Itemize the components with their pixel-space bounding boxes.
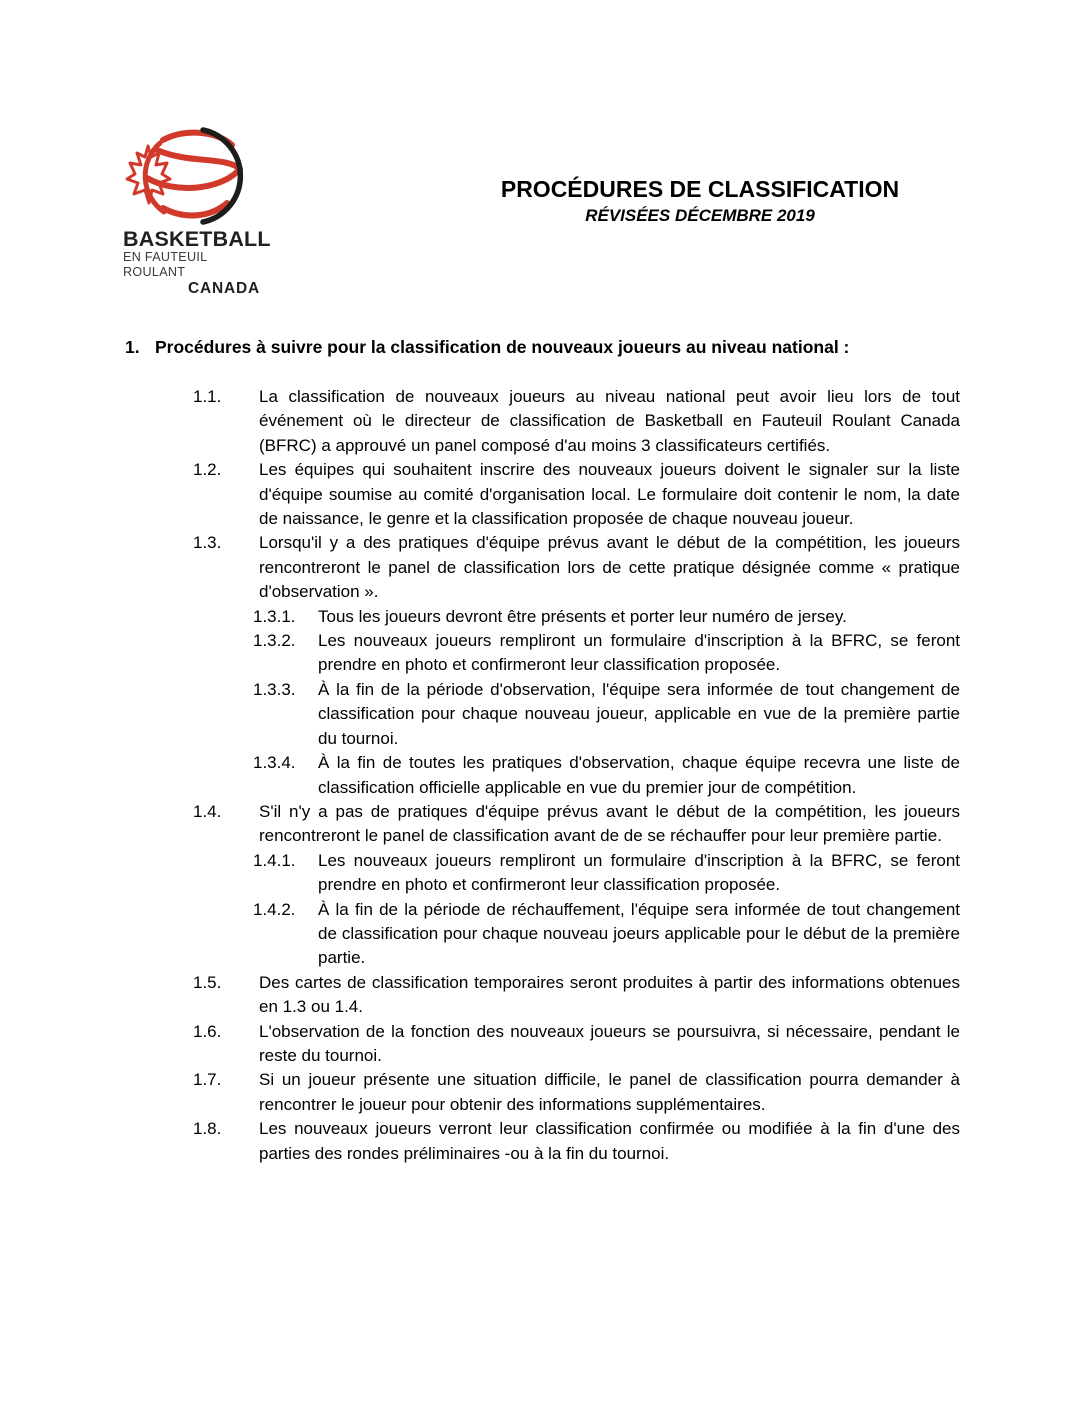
document-header (400, 176, 1000, 228)
document-subtitle: RÉVISÉES DÉCEMBRE 2019 (585, 206, 815, 225)
logo-line-basketball: BASKETBALL (123, 227, 271, 251)
list-item-1-8 (125, 1117, 960, 1166)
item-number: 1.3.2. (253, 631, 296, 651)
item-text: À la fin de la période de réchauffement, l'équipe sera informée de tout changement de classification pour chaque nouveau joeurs applicable pour le début de la première partie. (318, 899, 960, 968)
item-text: L'observation de la fonction des nouveaux joueurs se poursuivra, si nécessaire, pendant le reste du tournoi. (259, 1021, 960, 1065)
item-number: 1.5. (193, 972, 222, 992)
item-text: Si un joueur présente une situation difficile, le panel de classification pourra demander à rencontrer le joueur pour obtenir des informations supplémentaires. (259, 1070, 960, 1114)
document-title: PROCÉDURES DE CLASSIFICATION (500, 176, 900, 202)
item-text: Tous les joueurs devront être présents et porter leur numéro de jersey. (318, 606, 847, 626)
item-number: 1.8. (193, 1119, 222, 1139)
list-item-1-2 (125, 458, 960, 531)
item-number: 1.1. (193, 387, 222, 406)
item-number: 1.6. (193, 1021, 222, 1041)
item-text: Les nouveaux joueurs rempliront un formulaire d'inscription à la BFRC, se feront prendre en photo et confirmeront leur classification proposée. (318, 850, 960, 895)
list-item-1-4 (125, 800, 960, 849)
list-item-1-3-4 (125, 751, 960, 800)
list-item-1-4-2 (125, 898, 960, 971)
logo-graphic (123, 126, 260, 226)
item-text: À la fin de la période d'observation, l'équipe sera informée de tout changement de classification pour chaque nouveau joueur, applicable en vue de la première partie du tournoi. (318, 679, 960, 748)
logo (123, 126, 271, 298)
item-number: 1.3. (193, 533, 222, 553)
list-item-1-5 (125, 971, 960, 1020)
item-text: Les équipes qui souhaitent inscrire des nouveaux joueurs doivent le signaler sur la liste d'équipe soumise au comité d'organisation local. Le formulaire doit contenir le nom, la date de naissance, le genre et la classification proposée de chaque nouveau joueur. (259, 460, 960, 529)
logo-line-canada: CANADA (188, 280, 260, 297)
item-number: 1.3.4. (253, 753, 296, 773)
item-number: 1.2. (193, 460, 222, 480)
procedures-list (125, 385, 960, 1166)
list-item-1-3-2 (125, 629, 960, 678)
list-item-1-3-3 (125, 678, 960, 751)
item-text: Lorsqu'il y a des pratiques d'équipe prévus avant le début de la compétition, les joueurs rencontreront le panel de classification lors de cette pratique désignée comme « pratique d'observation ». (259, 533, 960, 602)
section-heading (125, 336, 960, 359)
list-item-1-7 (125, 1068, 960, 1117)
logo-line-fauteuil: EN FAUTEUIL ROULANT (123, 250, 208, 279)
item-number: 1.3.3. (253, 679, 296, 699)
item-number: 1.4.2. (253, 899, 296, 919)
list-item-1-1 (125, 385, 960, 458)
item-text: À la fin de toutes les pratiques d'observation, chaque équipe recevra une liste de classification officielle applicable en vue du premier jour de compétition. (318, 753, 960, 797)
list-item-1-6 (125, 1020, 960, 1069)
section-title: Procédures à suivre pour la classification de nouveaux joueurs au niveau national : (155, 337, 850, 357)
list-item-1-4-1 (125, 849, 960, 898)
item-number: 1.4.1. (253, 850, 296, 870)
list-item-1-3-1 (125, 605, 960, 629)
item-text: S'il n'y a pas de pratiques d'équipe prévus avant le début de la compétition, les joueurs rencontreront le panel de classification avant de de se réchauffer pour leur première partie. (259, 801, 960, 846)
item-text: Les nouveaux joueurs verront leur classification confirmée ou modifiée à la fin d'une des parties des rondes préliminaires -ou à la fin du tournoi. (259, 1119, 960, 1163)
item-text: La classification de nouveaux joueurs au niveau national peut avoir lieu lors de tout événement où le directeur de classification de Basketball en Fauteuil Roulant Canada (BFRC) a approuvé un panel composé d'au moins 3 classificateurs certifiés. (259, 387, 960, 455)
item-number: 1.7. (193, 1070, 222, 1090)
item-number: 1.3.1. (253, 606, 296, 626)
section-number: 1. (125, 337, 140, 357)
logo-wordmark (123, 227, 271, 298)
document-body (125, 336, 960, 1166)
list-item-1-3 (125, 531, 960, 604)
item-number: 1.4. (193, 801, 222, 821)
item-text: Des cartes de classification temporaires seront produites à partir des informations obtenues en 1.3 ou 1.4. (259, 972, 960, 1017)
item-text: Les nouveaux joueurs rempliront un formulaire d'inscription à la BFRC, se feront prendre en photo et confirmeront leur classification proposée. (318, 631, 960, 675)
